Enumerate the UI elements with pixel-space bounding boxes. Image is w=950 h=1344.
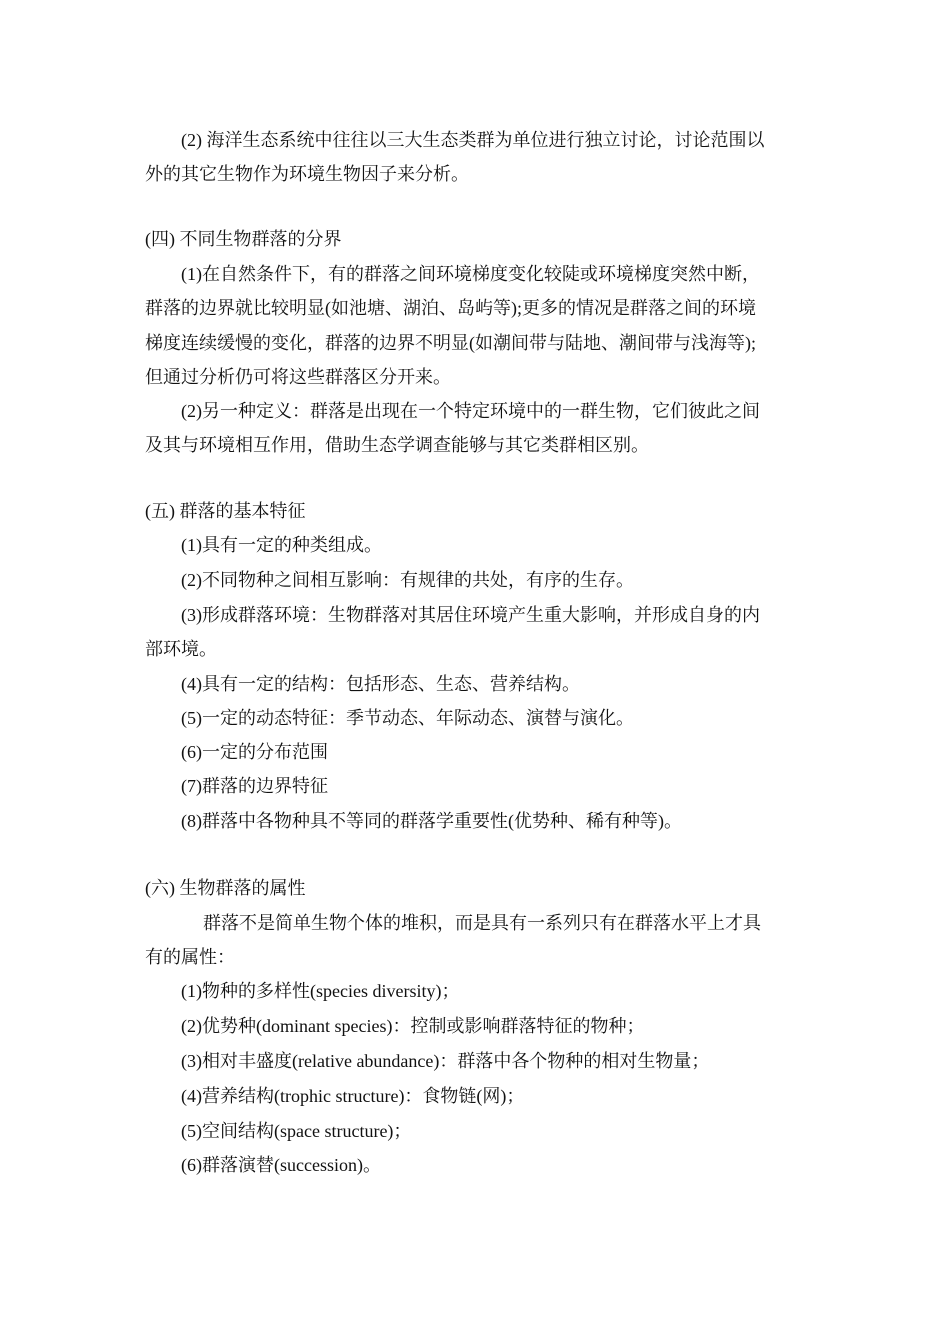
paragraph-line: 群落的边界就比较明显(如池塘、湖泊、岛屿等);更多的情况是群落之间的环境 (145, 298, 756, 318)
list-item: (2)优势种(dominant species)：控制或影响群落特征的物种； (181, 1016, 645, 1036)
list-item: (1)具有一定的种类组成。 (181, 535, 382, 555)
list-item: (6)群落演替(succession)。 (181, 1155, 381, 1175)
list-item: (4)具有一定的结构：包括形态、生态、营养结构。 (181, 674, 580, 694)
paragraph-line: 群落不是简单生物个体的堆积，而是具有一系列只有在群落水平上才具 (203, 913, 761, 933)
list-item: (7)群落的边界特征 (181, 776, 328, 796)
paragraph-line: 及其与环境相互作用，借助生态学调查能够与其它类群相区别。 (145, 435, 649, 455)
paragraph-line: 梯度连续缓慢的变化，群落的边界不明显(如潮间带与陆地、潮间带与浅海等); (145, 333, 756, 353)
list-item: (5)空间结构(space structure)； (181, 1121, 412, 1141)
list-item: (3)形成群落环境：生物群落对其居住环境产生重大影响，并形成自身的内 (181, 605, 760, 625)
list-item: (1)物种的多样性(species diversity)； (181, 981, 460, 1001)
paragraph-line: (1)在自然条件下，有的群落之间环境梯度变化较陡或环境梯度突然中断， (181, 264, 760, 284)
list-item-continuation: 部环境。 (145, 639, 217, 659)
paragraph-line: 外的其它生物作为环境生物因子来分析。 (145, 164, 469, 184)
list-item: (5)一定的动态特征：季节动态、年际动态、演替与演化。 (181, 708, 634, 728)
list-item: (6)一定的分布范围 (181, 742, 328, 762)
paragraph-line: (2)另一种定义：群落是出现在一个特定环境中的一群生物，它们彼此之间 (181, 401, 760, 421)
section-heading: (五) 群落的基本特征 (145, 501, 306, 521)
section-heading: (四) 不同生物群落的分界 (145, 229, 342, 249)
paragraph-line: (2) 海洋生态系统中往往以三大生态类群为单位进行独立讨论，讨论范围以 (181, 130, 765, 150)
section-heading: (六) 生物群落的属性 (145, 878, 306, 898)
list-item: (3)相对丰盛度(relative abundance)：群落中各个物种的相对生物量； (181, 1051, 710, 1071)
list-item: (4)营养结构(trophic structure)：食物链(网)； (181, 1086, 525, 1106)
list-item: (2)不同物种之间相互影响：有规律的共处，有序的生存。 (181, 570, 634, 590)
paragraph-line: 有的属性： (145, 947, 235, 967)
paragraph-line: 但通过分析仍可将这些群落区分开来。 (145, 367, 451, 387)
list-item: (8)群落中各物种具不等同的群落学重要性(优势种、稀有种等)。 (181, 811, 682, 831)
